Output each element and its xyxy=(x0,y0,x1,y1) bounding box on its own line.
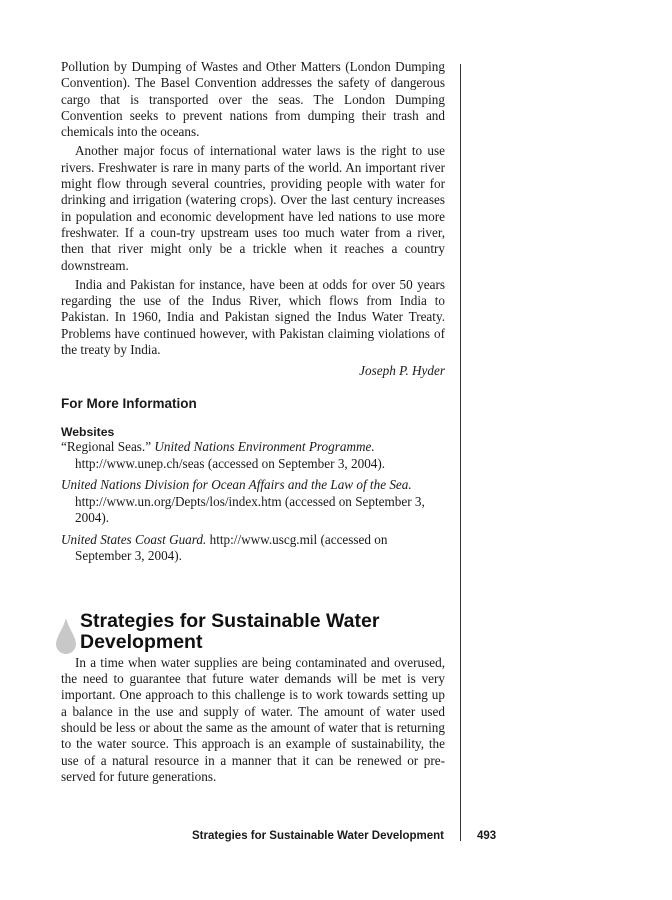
reference-item: “Regional Seas.” United Nations Environment Programme. http://www.unep.ch/seas (accessed on September 3, 2004). xyxy=(61,439,386,471)
page-content xyxy=(61,59,445,785)
more-information-heading: For More Information xyxy=(61,396,197,412)
running-footer-title: Strategies for Sustainable Water Development xyxy=(191,830,444,842)
section-heading-block xyxy=(61,611,445,655)
paragraph-sustainability: In a time when water supplies are being contaminated and overused, the need to guarantee that future water demands will be met is very important. One approach to this challenge is to work towards setting up a balance in the use and supply of water. The amount of water used should be less or about the same as the amount of water that is returning to the water source. This approach is an example of sustainability, the use of a natural resource in a manner that it can be renewed or pre-served for future generations. xyxy=(61,654,445,784)
column-rule xyxy=(460,64,461,841)
reference-item xyxy=(61,532,445,565)
reference-title: United Nations Division for Ocean Affairs and the Law of the Sea. xyxy=(61,477,412,493)
reference-link[interactable]: http://www.un.org/Depts/los/index.htm (accessed on September 3, 2004). xyxy=(75,493,425,526)
paragraph-london-convention: Pollution by Dumping of Wastes and Other Matters (London Dumping Convention). The Basel Convention addresses the safety of dangerous cargo that is transported over the seas. The London Dumping Convention seeks to prevent nations from dumping their trash and chemicals into the oceans. xyxy=(61,59,445,140)
section-title: Strategies for Sustainable Water Development xyxy=(80,609,380,654)
websites-heading: Websites xyxy=(61,425,115,440)
reference-link[interactable]: http://www.unep.ch/seas (accessed on September 3, 2004). xyxy=(75,455,386,471)
author-byline: Joseph P. Hyder xyxy=(359,363,445,379)
reference-link[interactable]: http://www.uscg.mil (accessed on September 3, 2004). xyxy=(75,531,388,564)
reference-title: United Nations Environment Programme. xyxy=(154,439,375,455)
reference-item xyxy=(61,477,445,527)
paragraph-india-pakistan: India and Pakistan for instance, have been at odds for over 50 years regarding the use of the Indus River, which flows from India to Pakistan. In 1960, India and Pakistan signed the Indus Water Treaty. Problems have continued however, with Pakistan claiming violations of the treaty by India. xyxy=(61,276,445,358)
page-number: 493 xyxy=(477,830,497,842)
water-drop-icon xyxy=(55,617,77,655)
paragraph-river-rights: Another major focus of international water laws is the right to use rivers. Freshwater is rare in many parts of the world. An important river might flow through several countries, providing people with water for drinking and irrigation (watering crops). Over the last century increases in population and economic development have led nations to use more freshwater. If a coun-try upstream uses too much water from a river, then that river might only be a trickle when it reaches a country downstream. xyxy=(61,143,445,273)
reference-title: United States Coast Guard. xyxy=(61,531,207,547)
